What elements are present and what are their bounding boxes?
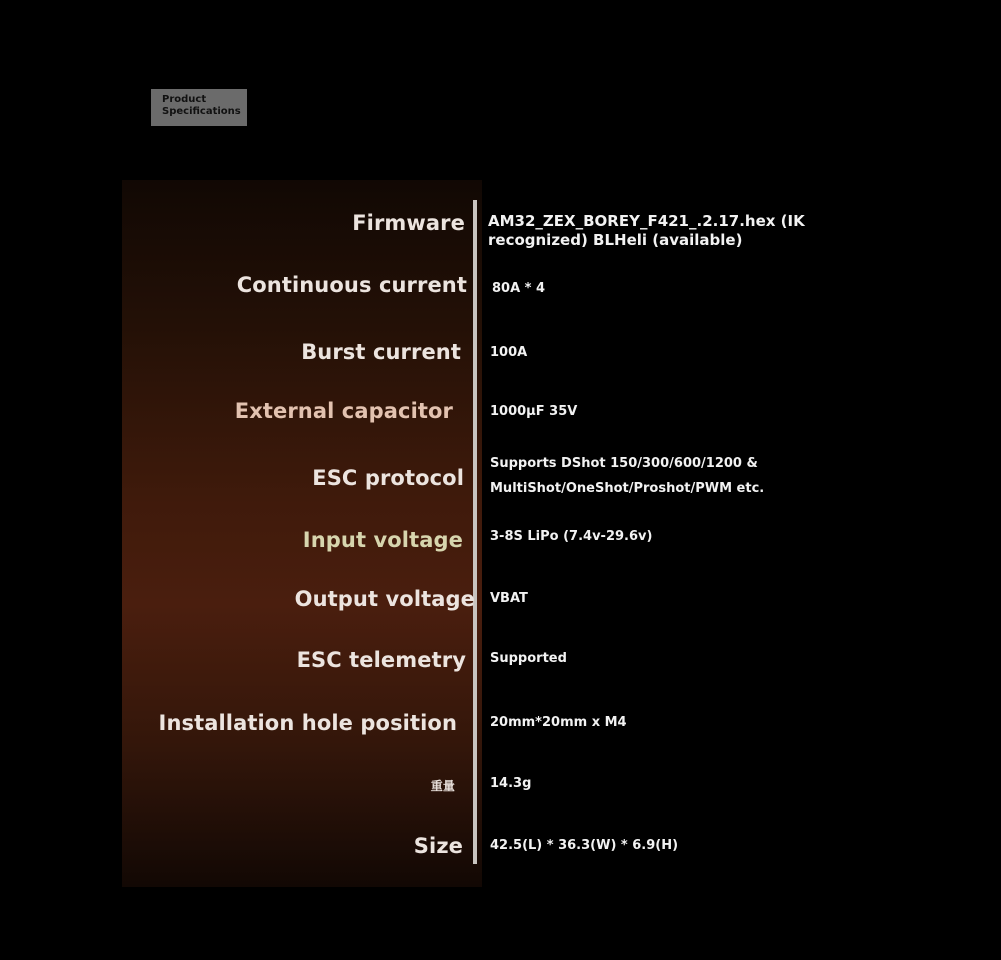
spec-label-burst-current: Burst current — [301, 340, 461, 364]
spec-label-weight: 重量 — [430, 779, 455, 793]
spec-value-burst-current: 100A — [490, 345, 528, 360]
spec-value-continuous-current: 80A * 4 — [492, 281, 546, 296]
spec-value-firmware-line1: AM32_ZEX_BOREY_F421_.2.17.hex (IK — [488, 212, 805, 230]
spec-label-size: Size — [413, 834, 463, 858]
spec-value-input-voltage: 3-8S LiPo (7.4v-29.6v) — [490, 529, 653, 544]
spec-value-output-voltage: VBAT — [490, 591, 528, 606]
spec-divider — [473, 200, 477, 864]
spec-label-continuous-current: Continuous current — [236, 273, 467, 297]
spec-label-firmware: Firmware — [352, 211, 465, 235]
spec-value-esc-telemetry: Supported — [490, 651, 567, 666]
spec-value-esc-protocol-line2: MultiShot/OneShot/Proshot/PWM etc. — [490, 481, 765, 496]
spec-label-input-voltage: Input voltage — [302, 528, 463, 552]
spec-label-installation-hole-position: Installation hole position — [158, 711, 457, 735]
badge-line-2: Specifications — [162, 106, 241, 117]
spec-label-external-capacitor: External capacitor — [234, 399, 453, 423]
spec-value-esc-protocol-line1: Supports DShot 150/300/600/1200 & — [490, 456, 758, 471]
spec-value-external-capacitor: 1000μF 35V — [490, 404, 578, 419]
spec-value-installation-hole-position: 20mm*20mm x M4 — [490, 715, 627, 730]
spec-label-esc-protocol: ESC protocol — [312, 466, 464, 490]
spec-value-weight: 14.3g — [490, 776, 532, 791]
spec-label-esc-telemetry: ESC telemetry — [296, 648, 466, 672]
spec-value-size: 42.5(L) * 36.3(W) * 6.9(H) — [490, 838, 679, 853]
product-specifications-badge — [151, 89, 247, 126]
spec-value-firmware — [488, 212, 805, 250]
spec-label-output-voltage: Output voltage — [294, 587, 475, 611]
spec-value-firmware-line2: recognized) BLHeli (available) — [488, 231, 743, 249]
spec-value-esc-protocol — [490, 451, 764, 501]
badge-line-1: Product — [162, 94, 207, 105]
